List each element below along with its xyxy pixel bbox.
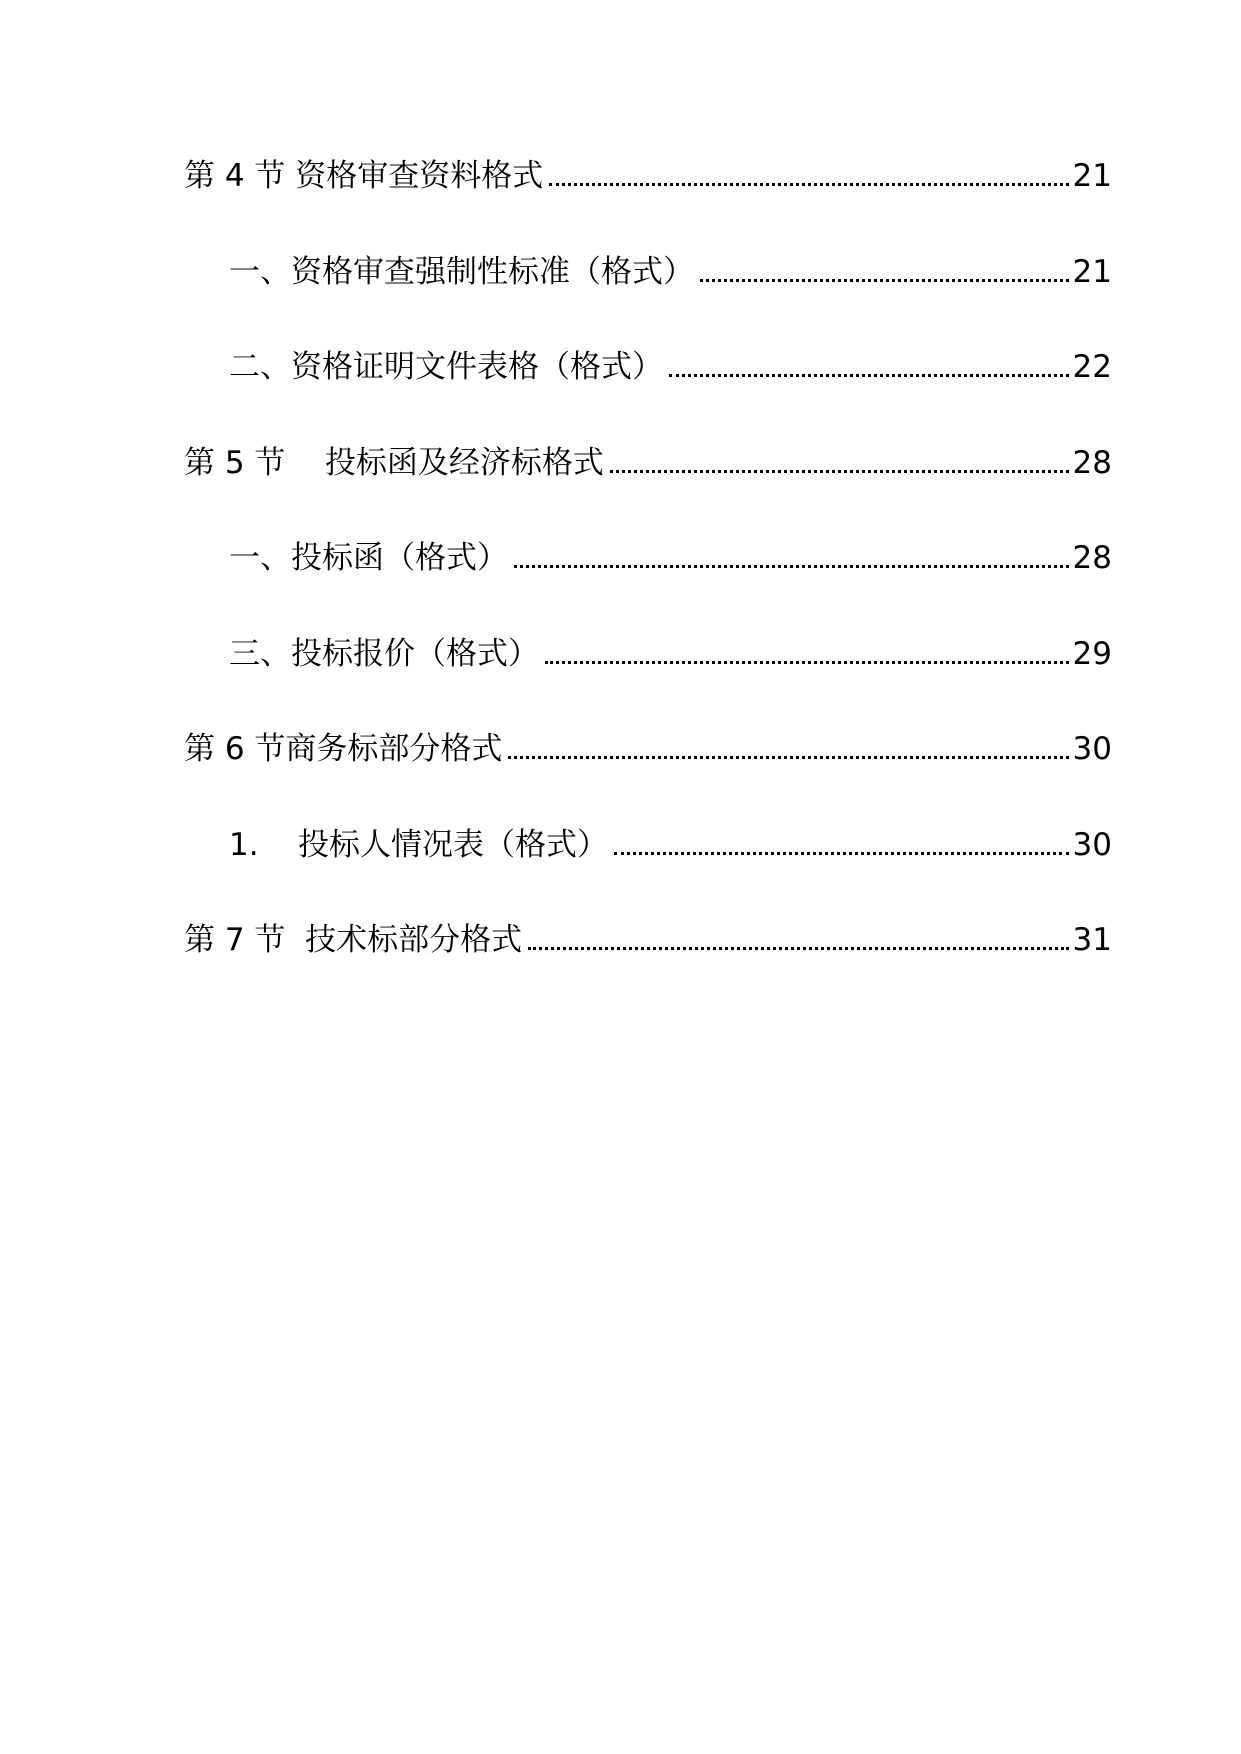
toc-entry-title: 第 5 节 投标函及经济标格式	[184, 444, 604, 481]
toc-dot-leader	[700, 279, 1069, 282]
toc-dot-leader	[669, 374, 1069, 377]
toc-entry[interactable]	[184, 192, 1112, 288]
toc-entry-title: 一、投标函（格式）	[229, 540, 508, 576]
toc-dot-leader	[614, 852, 1069, 855]
toc-entry[interactable]	[184, 574, 1112, 670]
toc-dot-leader	[545, 661, 1069, 664]
toc-dot-leader	[549, 183, 1068, 186]
toc-page-number: 28	[1072, 540, 1112, 576]
toc-entry[interactable]	[184, 288, 1112, 384]
toc-dot-leader	[514, 565, 1069, 568]
toc-entry-title: 第 7 节 技术标部分格式	[184, 922, 523, 958]
toc-page-number: 28	[1072, 444, 1112, 481]
toc-page-number: 30	[1072, 826, 1112, 863]
toc-dot-leader	[508, 756, 1068, 759]
toc-page-number: 22	[1072, 349, 1112, 385]
toc-page-number: 21	[1072, 158, 1112, 194]
toc-entry[interactable]	[184, 479, 1112, 575]
toc-entry-title: 1. 投标人情况表（格式）	[229, 826, 608, 863]
toc-entry[interactable]	[184, 383, 1112, 479]
toc-dot-leader	[610, 470, 1069, 473]
toc-page-number: 29	[1072, 635, 1112, 672]
toc-entry-title: 三、投标报价（格式）	[229, 635, 539, 672]
toc-entry-title: 第 4 节 资格审查资料格式	[184, 158, 544, 194]
toc-entry[interactable]	[184, 670, 1112, 766]
toc-page-number: 30	[1072, 731, 1112, 767]
toc-page-number: 21	[1072, 253, 1112, 290]
toc-entry-title: 一、资格审查强制性标准（格式）	[229, 253, 694, 290]
toc-entry[interactable]	[184, 160, 1112, 192]
toc-dot-leader	[528, 947, 1068, 950]
toc-entry-title: 二、资格证明文件表格（格式）	[229, 349, 663, 385]
toc-entry[interactable]	[184, 861, 1112, 957]
table-of-contents	[184, 160, 1112, 956]
toc-entry[interactable]	[184, 765, 1112, 861]
toc-entry-title: 第 6 节商务标部分格式	[184, 731, 503, 767]
toc-page-number: 31	[1072, 922, 1112, 958]
